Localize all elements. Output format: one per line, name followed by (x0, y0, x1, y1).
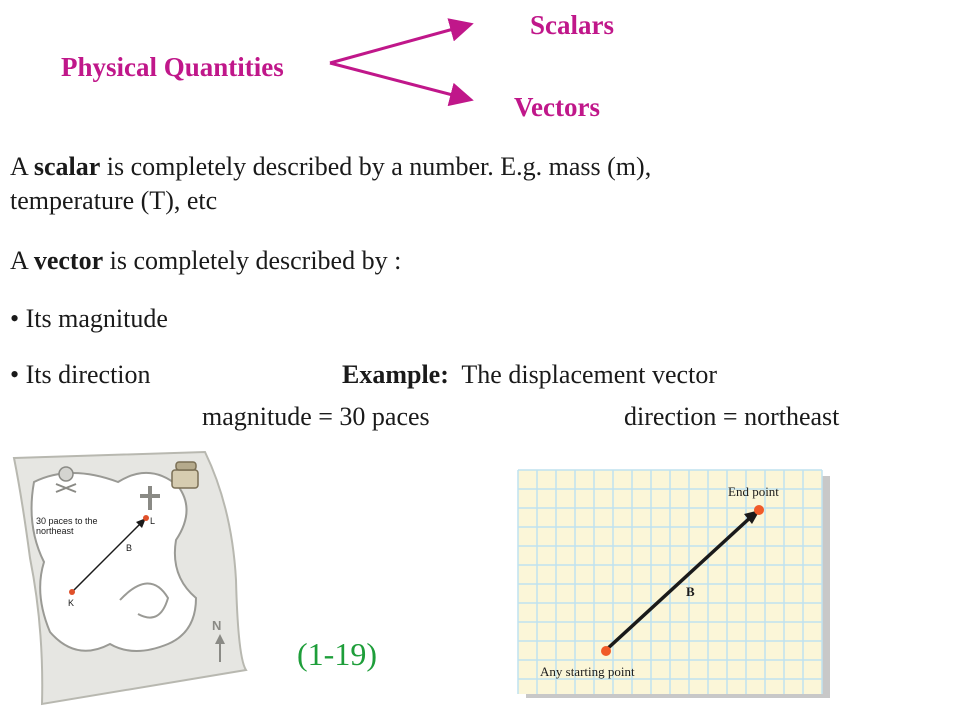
start-point-label: Any starting point (540, 664, 635, 679)
end-point-label: End point (728, 484, 779, 499)
slide-number: (1-19) (297, 636, 377, 672)
treasure-map (0, 448, 260, 710)
root-label: Physical Quantities (61, 52, 284, 82)
bullet-direction: • Its direction (10, 360, 151, 389)
grid-vector-figure (514, 466, 834, 702)
map-vector-label: B (126, 543, 133, 553)
scalars-label: Scalars (530, 10, 614, 40)
scalar-term: scalar (33, 152, 101, 181)
map-caption-1: 30 paces to the (36, 516, 98, 526)
vector-definition: A vector is completely described by : (10, 246, 402, 275)
map-point-l: L (150, 516, 156, 526)
vector-term: vector (33, 246, 104, 275)
example-direction: direction = northeast (624, 402, 840, 431)
grid-vector-label: B (686, 584, 695, 599)
north-label: N (212, 618, 222, 633)
example-magnitude: magnitude = 30 paces (202, 402, 430, 431)
branch-arrows (320, 15, 490, 115)
example-line: Example: The displacement vector (342, 360, 717, 389)
treasure-chest-icon (172, 462, 198, 488)
bullet-magnitude: • Its magnitude (10, 304, 168, 333)
vectors-label: Vectors (514, 92, 600, 122)
map-point-k: K (68, 598, 75, 608)
example-label: Example: (342, 360, 449, 389)
map-caption-2: northeast (36, 526, 74, 536)
scalar-definition: A scalar is completely described by a number. E.g. mass (m), temperature (T), etc (10, 152, 652, 215)
